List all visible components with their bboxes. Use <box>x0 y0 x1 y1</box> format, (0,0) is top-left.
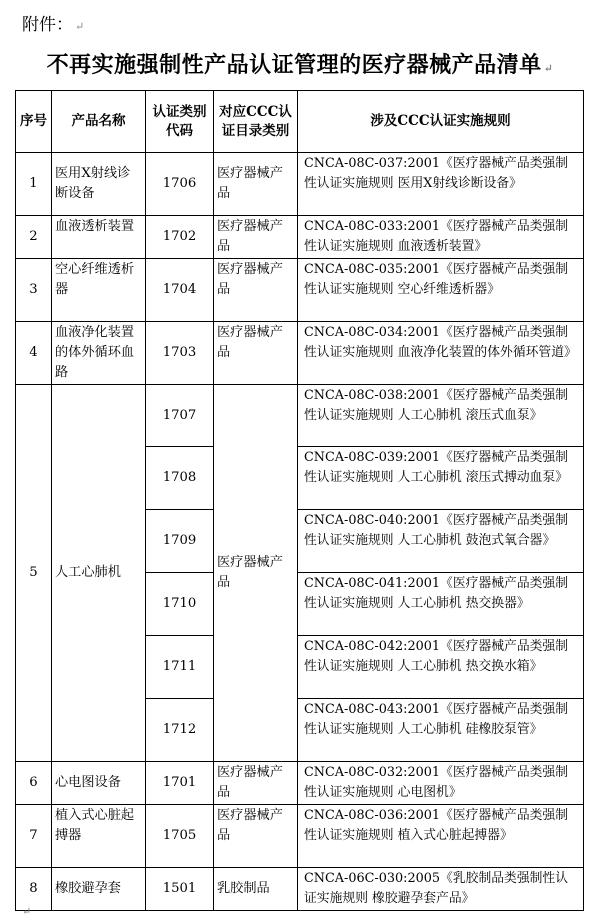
table-row <box>16 805 584 868</box>
row-seq: 8 <box>16 868 52 911</box>
row-rule: CNCA-08C-037:2001《医疗器械产品类强制性认证实施规则 医用X射线诊断设备》 <box>298 153 584 216</box>
row-code: 1702 <box>146 216 214 259</box>
row-rule: CNCA-08C-041:2001《医疗器械产品类强制性认证实施规则 人工心肺机 热交换器》 <box>298 573 584 636</box>
row-name: 心电图设备 <box>52 762 146 805</box>
header-name: 产品名称 <box>52 91 146 153</box>
row-seq: 1 <box>16 153 52 216</box>
row-name: 人工心肺机 <box>52 385 146 762</box>
product-table <box>15 90 584 911</box>
row-code: 1706 <box>146 153 214 216</box>
header-rules: 涉及CCC认证实施规则 <box>298 91 584 153</box>
table-row <box>16 868 584 911</box>
header-code: 认证类别代码 <box>146 91 214 153</box>
row-code: 1707 <box>146 385 214 447</box>
row-name: 血液透析装置 <box>52 216 146 259</box>
row-rule: CNCA-08C-033:2001《医疗器械产品类强制性认证实施规则 血液透析装置》 <box>298 216 584 259</box>
row-name: 植入式心脏起搏器 <box>52 805 146 868</box>
row-category: 医疗器械产品 <box>214 259 298 322</box>
row-code: 1704 <box>146 259 214 322</box>
row-code: 1710 <box>146 573 214 636</box>
row-rule: CNCA-08C-040:2001《医疗器械产品类强制性认证实施规则 人工心肺机 鼓泡式氧合器》 <box>298 510 584 573</box>
row-rule: CNCA-06C-030:2005《乳胶制品类强制性认证实施规则 橡胶避孕套产品》 <box>298 868 584 911</box>
row-category: 医疗器械产品 <box>214 153 298 216</box>
row-name: 医用X射线诊断设备 <box>52 153 146 216</box>
row-rule: CNCA-08C-035:2001《医疗器械产品类强制性认证实施规则 空心纤维透析器》 <box>298 259 584 322</box>
row-seq: 4 <box>16 322 52 385</box>
row-seq: 3 <box>16 259 52 322</box>
row-rule: CNCA-08C-036:2001《医疗器械产品类强制性认证实施规则 植入式心脏起搏器》 <box>298 805 584 868</box>
row-seq: 2 <box>16 216 52 259</box>
row-seq: 6 <box>16 762 52 805</box>
paragraph-mark: ↵ <box>75 20 85 33</box>
row-code: 1711 <box>146 636 214 699</box>
attachment-label: 附件： ↵ <box>22 15 85 35</box>
row-code: 1501 <box>146 868 214 911</box>
table-row <box>16 259 584 322</box>
row-code: 1712 <box>146 699 214 762</box>
row-name: 空心纤维透析器 <box>52 259 146 322</box>
row-category: 医疗器械产品 <box>214 385 298 762</box>
row-rule: CNCA-08C-032:2001《医疗器械产品类强制性认证实施规则 心电图机》 <box>298 762 584 805</box>
table-row <box>16 153 584 216</box>
table-row <box>16 385 584 447</box>
table-row <box>16 322 584 385</box>
row-name: 血液净化装置的体外循环血路 <box>52 322 146 385</box>
row-code: 1705 <box>146 805 214 868</box>
row-seq: 5 <box>16 385 52 762</box>
row-seq: 7 <box>16 805 52 868</box>
row-name: 橡胶避孕套 <box>52 868 146 911</box>
row-code: 1703 <box>146 322 214 385</box>
row-rule: CNCA-08C-042:2001《医疗器械产品类强制性认证实施规则 人工心肺机 热交换水箱》 <box>298 636 584 699</box>
paragraph-mark: ↵ <box>543 62 554 75</box>
row-rule: CNCA-08C-038:2001《医疗器械产品类强制性认证实施规则 人工心肺机 滚压式血泵》 <box>298 385 584 447</box>
header-seq: 序号 <box>16 91 52 153</box>
row-category: 乳胶制品 <box>214 868 298 911</box>
header-category: 对应CCC认证目录类别 <box>214 91 298 153</box>
table-row <box>16 762 584 805</box>
row-rule: CNCA-08C-039:2001《医疗器械产品类强制性认证实施规则 人工心肺机 滚压式搏动血泵》 <box>298 447 584 510</box>
row-rule: CNCA-08C-034:2001《医疗器械产品类强制性认证实施规则 血液净化装置的体外循环管道》 <box>298 322 584 385</box>
row-category: 医疗器械产品 <box>214 216 298 259</box>
row-category: 医疗器械产品 <box>214 322 298 385</box>
row-category: 医疗器械产品 <box>214 762 298 805</box>
row-code: 1708 <box>146 447 214 510</box>
row-code: 1701 <box>146 762 214 805</box>
row-code: 1709 <box>146 510 214 573</box>
paragraph-mark: ↵ <box>22 905 32 918</box>
table-row <box>16 216 584 259</box>
header-row <box>16 91 584 153</box>
row-rule: CNCA-08C-043:2001《医疗器械产品类强制性认证实施规则 人工心肺机 硅橡胶泵管》 <box>298 699 584 762</box>
page-title: 不再实施强制性产品认证管理的医疗器械产品清单 ↵ <box>46 52 554 78</box>
row-category: 医疗器械产品 <box>214 805 298 868</box>
